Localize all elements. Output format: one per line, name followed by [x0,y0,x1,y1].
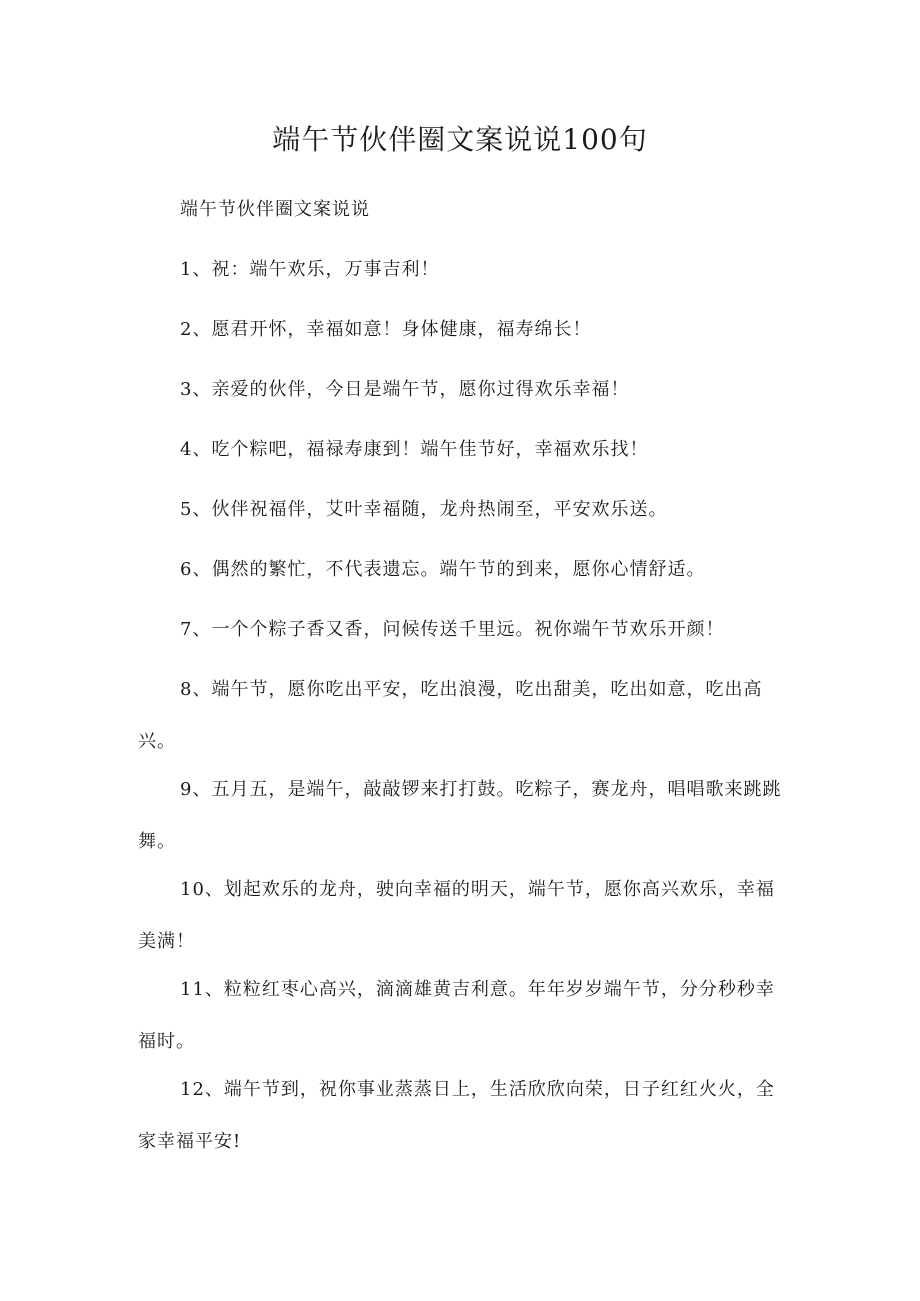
list-item: 11、粒粒红枣心高兴，滴滴雄黄吉利意。年年岁岁端午节，分分秒秒幸福时。 [138,979,775,1052]
list-item: 2、愿君开怀，幸福如意！身体健康，福寿绵长！ [180,319,592,340]
list-item: 7、一个个粽子香又香，问候传送千里远。祝你端午节欢乐开颜！ [180,619,725,640]
list-item: 8、端午节，愿你吃出平安，吃出浪漫，吃出甜美，吃出如意，吃出高兴。 [138,679,763,752]
list-item: 9、五月五，是端午，敲敲锣来打打鼓。吃粽子，赛龙舟，唱唱歌来跳跳舞。 [138,779,782,852]
list-item: 10、划起欢乐的龙舟，驶向幸福的明天，端午节，愿你高兴欢乐，幸福美满！ [138,879,775,952]
greeting-list [138,256,788,1176]
page-title: 端午节伙伴圈文案说说100句 [272,123,648,156]
list-item: 4、吃个粽吧，福禄寿康到！端午佳节好，幸福欢乐找！ [180,439,649,460]
list-item: 12、端午节到，祝你事业蒸蒸日上，生活欣欣向荣，日子红红火火，全家幸福平安! [138,1079,775,1152]
list-item: 1、祝：端午欢乐，万事吉利！ [180,259,440,280]
list-item: 6、偶然的繁忙，不代表遗忘。端午节的到来，愿你心情舒适。 [180,559,706,580]
list-item: 5、伙伴祝福伴，艾叶幸福随，龙舟热闹至，平安欢乐送。 [180,499,668,520]
list-item: 3、亲爱的伙伴，今日是端午节，愿你过得欢乐幸福！ [180,379,630,400]
document-subtitle: 端午节伙伴圈文案说说 [180,199,370,220]
